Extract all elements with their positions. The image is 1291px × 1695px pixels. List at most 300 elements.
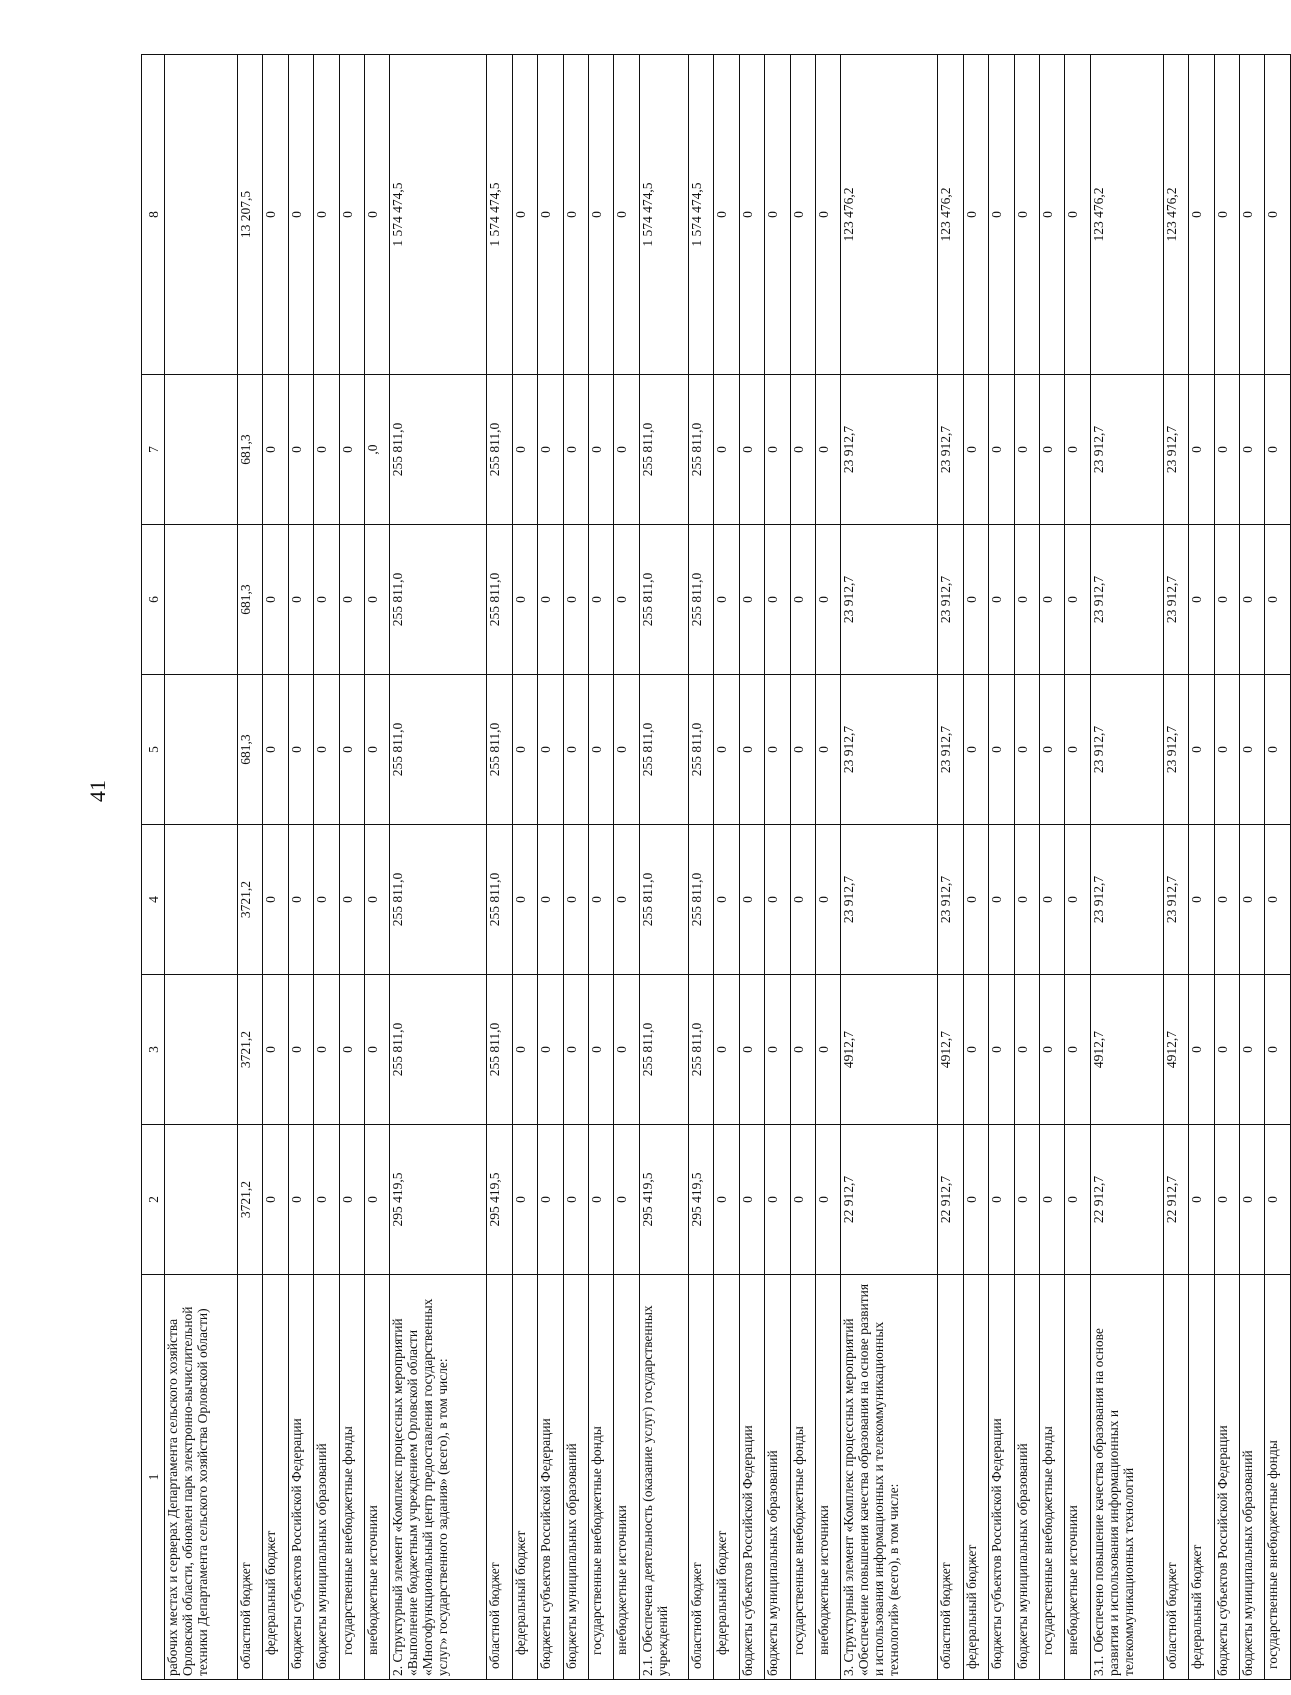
value-cell: 0 — [314, 825, 339, 975]
table-row — [689, 55, 714, 1680]
value-cell: 255 811,0 — [487, 975, 512, 1125]
value-cell: 0 — [263, 1125, 288, 1275]
value-cell: 22 912,7 — [1090, 1125, 1163, 1275]
value-cell: 1 574 474,5 — [689, 55, 714, 375]
row-label: бюджеты субъектов Российской Федерации — [989, 1275, 1014, 1680]
value-cell: 255 811,0 — [390, 525, 487, 675]
value-cell: 0 — [288, 525, 313, 675]
value-cell: 0 — [1240, 975, 1265, 1125]
value-cell: 0 — [816, 525, 841, 675]
value-cell: 0 — [512, 55, 537, 375]
column-header: 4 — [142, 825, 165, 975]
value-cell: 0 — [1214, 825, 1239, 975]
value-cell: 0 — [1265, 675, 1291, 825]
value-cell: 0 — [790, 1125, 815, 1275]
value-cell: 0 — [1265, 55, 1291, 375]
value-cell: 0 — [314, 1125, 339, 1275]
row-label: государственные внебюджетные фонды — [588, 1275, 613, 1680]
value-cell: 0 — [816, 975, 841, 1125]
value-cell: 0 — [339, 675, 364, 825]
value-cell: 0 — [790, 375, 815, 525]
value-cell: 0 — [963, 375, 988, 525]
value-cell: 0 — [1039, 825, 1064, 975]
value-cell: 0 — [963, 1125, 988, 1275]
value-cell: 0 — [288, 825, 313, 975]
value-cell: 23 912,7 — [938, 675, 963, 825]
value-cell: 0 — [538, 375, 563, 525]
value-cell: 0 — [563, 825, 588, 975]
value-cell: 0 — [1189, 525, 1214, 675]
value-cell: 0 — [1039, 675, 1064, 825]
table-row — [314, 55, 339, 1680]
value-cell: 0 — [588, 375, 613, 525]
value-cell: 0 — [1014, 825, 1039, 975]
value-cell: 255 811,0 — [639, 675, 688, 825]
value-cell: 0 — [816, 55, 841, 375]
value-cell: 0 — [989, 375, 1014, 525]
value-cell: 0 — [1189, 1125, 1214, 1275]
value-cell: 255 811,0 — [390, 825, 487, 975]
value-cell: 23 912,7 — [1090, 675, 1163, 825]
value-cell: 0 — [1189, 55, 1214, 375]
value-cell: 295 419,5 — [390, 1125, 487, 1275]
value-cell: 0 — [263, 825, 288, 975]
value-cell: 0 — [790, 825, 815, 975]
row-label: областной бюджет — [238, 1275, 263, 1680]
value-cell: 1 574 474,5 — [639, 55, 688, 375]
value-cell: 0 — [512, 1125, 537, 1275]
value-cell: 0 — [314, 375, 339, 525]
value-cell: 0 — [765, 675, 790, 825]
table-row — [1265, 55, 1291, 1680]
value-cell — [165, 975, 238, 1125]
value-cell: 0 — [1265, 975, 1291, 1125]
value-cell — [165, 1125, 238, 1275]
value-cell: 0 — [614, 975, 639, 1125]
row-label: государственные внебюджетные фонды — [339, 1275, 364, 1680]
table-row — [639, 55, 688, 1680]
value-cell: 23 912,7 — [1163, 525, 1188, 675]
row-label: федеральный бюджет — [963, 1275, 988, 1680]
row-label: внебюджетные источники — [614, 1275, 639, 1680]
row-label: бюджеты субъектов Российской Федерации — [739, 1275, 764, 1680]
value-cell: 0 — [714, 525, 739, 675]
value-cell: 0 — [1240, 825, 1265, 975]
column-header: 5 — [142, 675, 165, 825]
row-label: государственные внебюджетные фонды — [1039, 1275, 1064, 1680]
row-label: областной бюджет — [1163, 1275, 1188, 1680]
value-cell: 0 — [963, 55, 988, 375]
table-row — [989, 55, 1014, 1680]
row-label: бюджеты муниципальных образований — [314, 1275, 339, 1680]
value-cell: 0 — [365, 825, 390, 975]
value-cell — [165, 55, 238, 375]
value-cell: 0 — [1065, 375, 1090, 525]
value-cell: 0 — [1039, 375, 1064, 525]
value-cell: 123 476,2 — [1090, 55, 1163, 375]
value-cell: 0 — [288, 55, 313, 375]
value-cell: 13 207,5 — [238, 55, 263, 375]
value-cell: 1 574 474,5 — [487, 55, 512, 375]
table-row — [938, 55, 963, 1680]
value-cell: 0 — [339, 825, 364, 975]
table-row — [614, 55, 639, 1680]
value-cell: 0 — [1214, 675, 1239, 825]
value-cell: 23 912,7 — [1163, 375, 1188, 525]
value-cell: 123 476,2 — [1163, 55, 1188, 375]
value-cell: 0 — [588, 1125, 613, 1275]
value-cell: 0 — [339, 975, 364, 1125]
value-cell: 0 — [1265, 375, 1291, 525]
value-cell: 0 — [816, 825, 841, 975]
value-cell: 0 — [1240, 1125, 1265, 1275]
value-cell: 255 811,0 — [639, 975, 688, 1125]
value-cell: 3721,2 — [238, 975, 263, 1125]
value-cell: 0 — [538, 1125, 563, 1275]
value-cell: 0 — [1240, 375, 1265, 525]
value-cell: 0 — [314, 675, 339, 825]
row-label: бюджеты субъектов Российской Федерации — [1214, 1275, 1239, 1680]
value-cell: 0 — [588, 55, 613, 375]
value-cell: 23 912,7 — [841, 675, 938, 825]
value-cell: 0 — [263, 375, 288, 525]
value-cell: 0 — [739, 675, 764, 825]
value-cell: 0 — [365, 1125, 390, 1275]
value-cell: 0 — [739, 825, 764, 975]
value-cell: 0 — [989, 525, 1014, 675]
value-cell: 23 912,7 — [841, 375, 938, 525]
value-cell: 0 — [614, 825, 639, 975]
value-cell: 255 811,0 — [689, 675, 714, 825]
column-header: 2 — [142, 1125, 165, 1275]
value-cell: 4912,7 — [1090, 975, 1163, 1125]
value-cell: 0 — [765, 975, 790, 1125]
value-cell: 1 574 474,5 — [390, 55, 487, 375]
value-cell: 0 — [263, 55, 288, 375]
value-cell: 0 — [314, 525, 339, 675]
value-cell: 0 — [588, 975, 613, 1125]
value-cell: 0 — [365, 55, 390, 375]
row-label: государственные внебюджетные фонды — [790, 1275, 815, 1680]
value-cell: 0 — [1265, 825, 1291, 975]
value-cell: 22 912,7 — [938, 1125, 963, 1275]
value-cell: 681,3 — [238, 675, 263, 825]
value-cell: 0 — [714, 975, 739, 1125]
value-cell: 0 — [314, 975, 339, 1125]
value-cell: 0 — [1014, 525, 1039, 675]
value-cell: 0 — [563, 975, 588, 1125]
value-cell: 0 — [538, 55, 563, 375]
value-cell: 0 — [1065, 975, 1090, 1125]
value-cell: 0 — [563, 525, 588, 675]
value-cell: 255 811,0 — [487, 525, 512, 675]
table-row — [588, 55, 613, 1680]
value-cell: 0 — [614, 1125, 639, 1275]
row-label: бюджеты муниципальных образований — [765, 1275, 790, 1680]
table-row — [512, 55, 537, 1680]
value-cell: 0 — [790, 975, 815, 1125]
value-cell: 0 — [563, 375, 588, 525]
value-cell: 0 — [1214, 55, 1239, 375]
value-cell: 0 — [963, 975, 988, 1125]
value-cell: 3721,2 — [238, 825, 263, 975]
value-cell: 255 811,0 — [390, 375, 487, 525]
value-cell: 0 — [365, 675, 390, 825]
row-label: 2.1. Обеспечена деятельность (оказание услуг) государственных учреждений — [639, 1275, 688, 1680]
table-row — [339, 55, 364, 1680]
value-cell: 255 811,0 — [390, 675, 487, 825]
column-header: 8 — [142, 55, 165, 375]
row-label: областной бюджет — [689, 1275, 714, 1680]
value-cell: 0 — [263, 525, 288, 675]
value-cell: 4912,7 — [841, 975, 938, 1125]
row-label: бюджеты муниципальных образований — [1240, 1275, 1265, 1680]
row-label: федеральный бюджет — [263, 1275, 288, 1680]
value-cell: 0 — [1240, 55, 1265, 375]
value-cell: 23 912,7 — [938, 825, 963, 975]
value-cell: 0 — [1214, 375, 1239, 525]
value-cell: 0 — [765, 55, 790, 375]
value-cell: 0 — [1214, 525, 1239, 675]
value-cell: 0 — [288, 975, 313, 1125]
table-row — [563, 55, 588, 1680]
value-cell: 0 — [1014, 375, 1039, 525]
table-row — [390, 55, 487, 1680]
table-container — [141, 55, 1291, 1680]
value-cell: 0 — [563, 675, 588, 825]
column-header: 1 — [142, 1275, 165, 1680]
value-cell: 0 — [614, 375, 639, 525]
value-cell: 0 — [339, 55, 364, 375]
value-cell: 0 — [588, 525, 613, 675]
table-row — [288, 55, 313, 1680]
row-label: государственные внебюджетные фонды — [1265, 1275, 1291, 1680]
value-cell: 681,3 — [238, 525, 263, 675]
value-cell: 0 — [512, 525, 537, 675]
value-cell: 0 — [1214, 1125, 1239, 1275]
value-cell: 0 — [339, 1125, 364, 1275]
value-cell: 0 — [339, 375, 364, 525]
value-cell: 0 — [989, 975, 1014, 1125]
value-cell: 0 — [739, 375, 764, 525]
column-header: 7 — [142, 375, 165, 525]
row-label: рабочих местах и серверах Департамента сельского хозяйства Орловской области, обновлен парк электронно-вычислительной техники Департамента сельского хозяйства Орловской области) — [165, 1275, 238, 1680]
value-cell: 255 811,0 — [689, 375, 714, 525]
value-cell: 255 811,0 — [487, 825, 512, 975]
value-cell: 4912,7 — [938, 975, 963, 1125]
value-cell: 0 — [1265, 525, 1291, 675]
value-cell: 23 912,7 — [1090, 525, 1163, 675]
value-cell: 0 — [790, 525, 815, 675]
value-cell: ,0 — [365, 375, 390, 525]
value-cell: 0 — [739, 1125, 764, 1275]
table-row — [739, 55, 764, 1680]
header-row — [142, 55, 165, 1680]
value-cell: 0 — [765, 525, 790, 675]
table-row — [1214, 55, 1239, 1680]
value-cell: 0 — [1014, 675, 1039, 825]
value-cell: 0 — [739, 975, 764, 1125]
row-label: федеральный бюджет — [1189, 1275, 1214, 1680]
page-number: 41 — [85, 780, 110, 802]
value-cell: 0 — [1265, 1125, 1291, 1275]
table-row — [816, 55, 841, 1680]
value-cell: 0 — [1189, 675, 1214, 825]
table-row — [1240, 55, 1265, 1680]
value-cell: 0 — [989, 55, 1014, 375]
table-row — [1163, 55, 1188, 1680]
value-cell: 0 — [538, 525, 563, 675]
value-cell: 0 — [1039, 55, 1064, 375]
row-label: внебюджетные источники — [365, 1275, 390, 1680]
value-cell: 0 — [1014, 55, 1039, 375]
table-row — [963, 55, 988, 1680]
budget-table — [141, 54, 1291, 1680]
value-cell: 0 — [1240, 675, 1265, 825]
value-cell: 4912,7 — [1163, 975, 1188, 1125]
value-cell: 23 912,7 — [1090, 825, 1163, 975]
value-cell: 22 912,7 — [1163, 1125, 1188, 1275]
value-cell: 0 — [288, 675, 313, 825]
value-cell: 295 419,5 — [639, 1125, 688, 1275]
value-cell: 255 811,0 — [639, 825, 688, 975]
table-row — [714, 55, 739, 1680]
value-cell: 0 — [538, 675, 563, 825]
column-header: 3 — [142, 975, 165, 1125]
value-cell: 0 — [538, 975, 563, 1125]
value-cell: 0 — [963, 825, 988, 975]
value-cell: 0 — [765, 825, 790, 975]
value-cell: 0 — [614, 55, 639, 375]
value-cell: 0 — [1065, 55, 1090, 375]
value-cell: 0 — [1214, 975, 1239, 1125]
value-cell: 0 — [714, 825, 739, 975]
value-cell: 0 — [365, 525, 390, 675]
value-cell: 295 419,5 — [487, 1125, 512, 1275]
table-row — [263, 55, 288, 1680]
value-cell: 0 — [1240, 525, 1265, 675]
value-cell: 255 811,0 — [639, 525, 688, 675]
value-cell: 23 912,7 — [1163, 825, 1188, 975]
row-label: бюджеты субъектов Российской Федерации — [288, 1275, 313, 1680]
value-cell: 0 — [614, 675, 639, 825]
value-cell: 0 — [714, 375, 739, 525]
value-cell — [165, 525, 238, 675]
value-cell: 23 912,7 — [841, 825, 938, 975]
value-cell: 0 — [1039, 525, 1064, 675]
value-cell: 295 419,5 — [689, 1125, 714, 1275]
table-row — [238, 55, 263, 1680]
value-cell: 0 — [1014, 1125, 1039, 1275]
value-cell: 0 — [739, 55, 764, 375]
table-row — [165, 55, 238, 1680]
value-cell: 123 476,2 — [841, 55, 938, 375]
table-row — [487, 55, 512, 1680]
row-label: 3.1. Обеспечено повышение качества образования на основе развития и использования информационных и телекоммуникационных технологий — [1090, 1275, 1163, 1680]
value-cell: 0 — [1189, 825, 1214, 975]
value-cell: 23 912,7 — [841, 525, 938, 675]
value-cell: 0 — [512, 975, 537, 1125]
value-cell: 0 — [588, 675, 613, 825]
table-row — [765, 55, 790, 1680]
value-cell: 23 912,7 — [938, 375, 963, 525]
value-cell: 0 — [765, 375, 790, 525]
value-cell: 0 — [989, 825, 1014, 975]
value-cell: 0 — [1189, 375, 1214, 525]
value-cell: 0 — [512, 675, 537, 825]
value-cell: 0 — [1065, 525, 1090, 675]
value-cell: 0 — [614, 525, 639, 675]
row-label: 3. Структурный элемент «Комплекс процессных мероприятий «Обеспечение повышения качества образования на основе развития и использования информационных и телекоммуникационных технологий» (всего), в том числе: — [841, 1275, 938, 1680]
value-cell: 0 — [1065, 675, 1090, 825]
table-row — [1065, 55, 1090, 1680]
value-cell: 0 — [963, 525, 988, 675]
value-cell: 0 — [963, 675, 988, 825]
value-cell: 0 — [714, 675, 739, 825]
value-cell: 0 — [314, 55, 339, 375]
table-row — [790, 55, 815, 1680]
value-cell: 123 476,2 — [938, 55, 963, 375]
value-cell: 0 — [512, 825, 537, 975]
value-cell: 0 — [563, 1125, 588, 1275]
value-cell: 0 — [288, 1125, 313, 1275]
table-row — [1039, 55, 1064, 1680]
value-cell: 255 811,0 — [689, 975, 714, 1125]
table-row — [1014, 55, 1039, 1680]
value-cell: 255 811,0 — [487, 675, 512, 825]
value-cell: 0 — [714, 1125, 739, 1275]
value-cell: 255 811,0 — [639, 375, 688, 525]
value-cell: 255 811,0 — [689, 825, 714, 975]
value-cell: 3721,2 — [238, 1125, 263, 1275]
row-label: 2. Структурный элемент «Комплекс процессных мероприятий «Выполнение бюджетным учреждением Орловской области «Многофункциональный центр предоставления государственных услуг» государственного задания» (всего), в том числе: — [390, 1275, 487, 1680]
value-cell: 255 811,0 — [487, 375, 512, 525]
value-cell: 0 — [816, 675, 841, 825]
value-cell: 0 — [538, 825, 563, 975]
value-cell — [165, 375, 238, 525]
value-cell: 0 — [989, 1125, 1014, 1275]
value-cell: 0 — [263, 975, 288, 1125]
value-cell: 0 — [816, 1125, 841, 1275]
row-label: федеральный бюджет — [512, 1275, 537, 1680]
value-cell: 0 — [989, 675, 1014, 825]
value-cell: 0 — [263, 675, 288, 825]
value-cell: 255 811,0 — [689, 525, 714, 675]
row-label: внебюджетные источники — [1065, 1275, 1090, 1680]
value-cell: 0 — [1039, 975, 1064, 1125]
value-cell: 0 — [339, 525, 364, 675]
value-cell: 22 912,7 — [841, 1125, 938, 1275]
table-row — [1090, 55, 1163, 1680]
value-cell: 0 — [739, 525, 764, 675]
value-cell: 0 — [1065, 825, 1090, 975]
value-cell — [165, 825, 238, 975]
value-cell: 681,3 — [238, 375, 263, 525]
value-cell: 23 912,7 — [1163, 675, 1188, 825]
value-cell: 0 — [1189, 975, 1214, 1125]
value-cell: 0 — [1014, 975, 1039, 1125]
value-cell: 0 — [563, 55, 588, 375]
value-cell: 0 — [1065, 1125, 1090, 1275]
value-cell: 0 — [365, 975, 390, 1125]
value-cell — [165, 675, 238, 825]
value-cell: 0 — [288, 375, 313, 525]
value-cell: 0 — [790, 675, 815, 825]
table-body — [165, 55, 1291, 1680]
column-header: 6 — [142, 525, 165, 675]
value-cell: 0 — [512, 375, 537, 525]
value-cell: 255 811,0 — [390, 975, 487, 1125]
